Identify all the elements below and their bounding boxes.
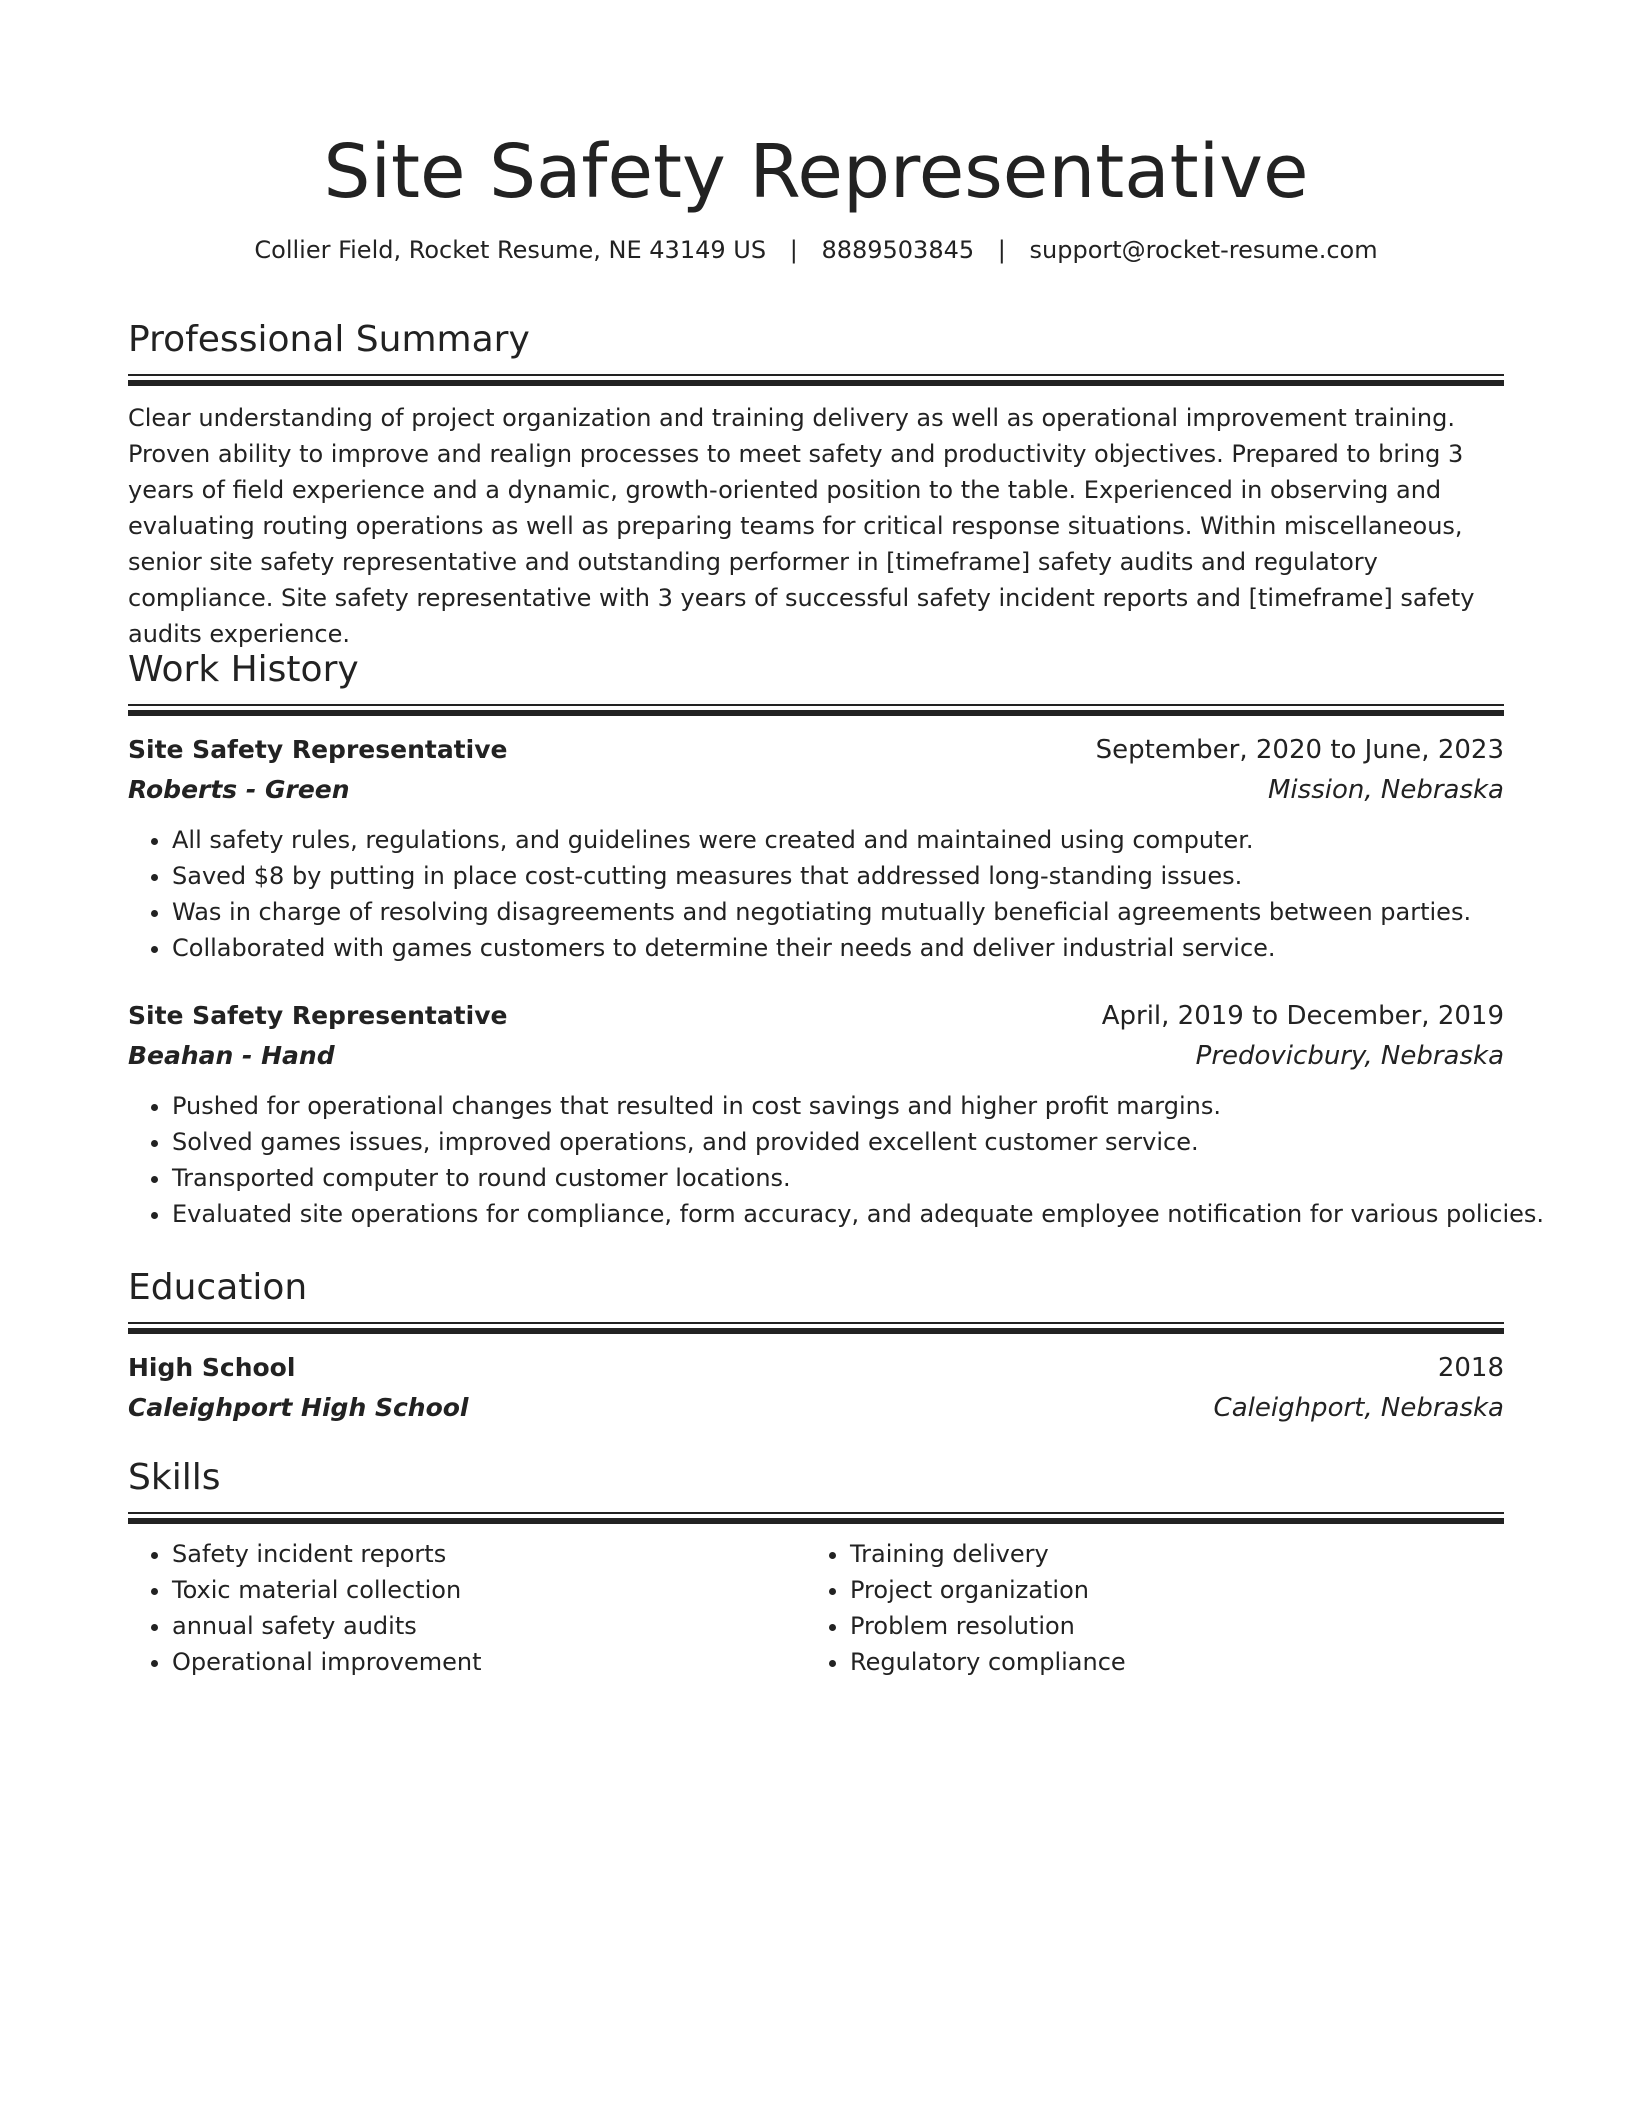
work-history-section (128, 646, 1545, 1232)
contact-separator: | (789, 236, 798, 264)
job-dates: April, 2019 to December, 2019 (1101, 1001, 1504, 1031)
skill-item: • Regulatory compliance (850, 1644, 1484, 1680)
job-entry (128, 730, 1504, 966)
education-degree: High School (128, 1353, 296, 1382)
skills-column-left (128, 1536, 806, 1680)
job-duties-list (128, 822, 1504, 966)
job-entry (128, 996, 1545, 1232)
skills-grid (128, 1536, 1504, 1680)
job-company-row (128, 1036, 1504, 1076)
job-title: Site Safety Representative (128, 1001, 508, 1030)
contact-email: support@rocket-resume.com (1029, 236, 1378, 264)
summary-text: Clear understanding of project organization and training delivery as well as operational improvement training. Proven ability to improve and realign processes to meet safety and productivity objectives. Prepared to bring 3 years of field experience and a dynamic, growth-oriented position to the table. Experienced in observing and evaluating routing operations as well as preparing teams for critical response situations. Within miscellaneous, senior site safety representative and outstanding performer in [timeframe] safety audits and regulatory compliance. Site safety representative with 3 years of successful safety incident reports and [timeframe] safety audits experience. (128, 404, 1475, 648)
job-duty: • Pushed for operational changes that resulted in cost savings and higher profit margins. (172, 1088, 1504, 1124)
job-duty: • Solved games issues, improved operations, and provided excellent customer service. (172, 1124, 1504, 1160)
section-divider (128, 704, 1504, 718)
education-entry (128, 1348, 1504, 1428)
job-header-row (128, 730, 1504, 770)
job-duty: • Transported computer to round customer locations. (172, 1160, 1504, 1196)
skill-item: • Operational improvement (172, 1644, 806, 1680)
job-duty: • Saved $8 by putting in place cost-cutting measures that addressed long-standing issues. (172, 858, 1504, 894)
skills-list (806, 1536, 1484, 1680)
education-school-row (128, 1388, 1504, 1428)
job-duty: • All safety rules, regulations, and guidelines were created and maintained using computer. (172, 822, 1504, 858)
skills-heading: Skills (128, 1457, 221, 1498)
work-history-heading: Work History (128, 649, 359, 690)
education-section (128, 1264, 1504, 1428)
summary-section (128, 316, 1504, 652)
education-location: Caleighport, Nebraska (1213, 1393, 1504, 1423)
job-title: Site Safety Representative (128, 735, 508, 764)
skill-item: • Project organization (850, 1572, 1484, 1608)
education-school: Caleighport High School (128, 1393, 469, 1422)
job-dates: September, 2020 to June, 2023 (1095, 735, 1504, 765)
contact-phone: 8889503845 (821, 236, 975, 264)
skill-item: • Problem resolution (850, 1608, 1484, 1644)
job-duty: • Evaluated site operations for compliance, form accuracy, and adequate employee notification for various policies. (172, 1196, 1504, 1232)
contact-address: Collier Field, Rocket Resume, NE 43149 US (254, 236, 767, 264)
contact-line (128, 232, 1504, 268)
skills-column-right (806, 1536, 1484, 1680)
job-header-row (128, 996, 1504, 1036)
job-duty: • Was in charge of resolving disagreements and negotiating mutually beneficial agreements between parties. (172, 894, 1504, 930)
job-company-row (128, 770, 1504, 810)
resume-name: Site Safety Representative (323, 129, 1309, 215)
job-location: Predovicbury, Nebraska (1195, 1041, 1504, 1071)
section-divider (128, 1322, 1504, 1336)
job-duty: • Collaborated with games customers to determine their needs and deliver industrial service. (172, 930, 1504, 966)
education-header-row (128, 1348, 1504, 1388)
job-location: Mission, Nebraska (1268, 775, 1504, 805)
resume-page (128, 0, 1545, 1676)
skill-item: • annual safety audits (172, 1608, 806, 1644)
summary-heading: Professional Summary (128, 319, 530, 360)
job-company: Beahan - Hand (128, 1041, 335, 1070)
contact-separator: | (997, 236, 1006, 264)
education-heading: Education (128, 1267, 308, 1308)
education-year: 2018 (1437, 1353, 1504, 1383)
skill-item: • Training delivery (850, 1536, 1484, 1572)
job-duties-list (128, 1088, 1545, 1232)
job-company: Roberts - Green (128, 775, 350, 804)
skills-section (128, 1454, 1504, 1680)
section-divider (128, 1512, 1504, 1526)
section-divider (128, 374, 1504, 388)
skills-list (128, 1536, 806, 1680)
skill-item: • Toxic material collection (172, 1572, 806, 1608)
skill-item: • Safety incident reports (172, 1536, 806, 1572)
